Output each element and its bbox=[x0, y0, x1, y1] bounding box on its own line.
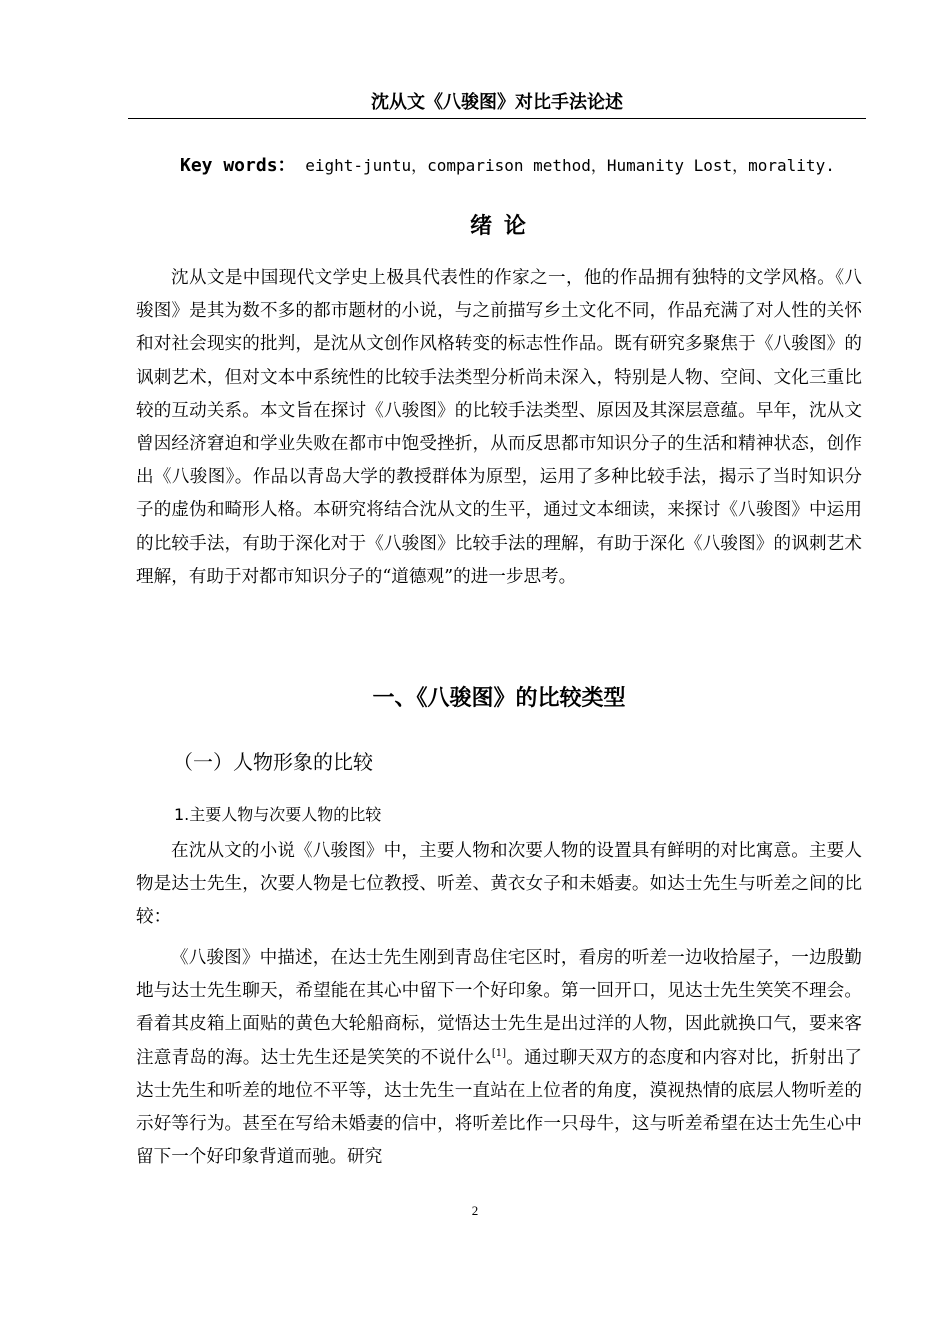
intro-heading: 绪 论 bbox=[470, 214, 528, 239]
keywords-text: eight-juntu，comparison method，Humanity Lost，morality. bbox=[305, 156, 835, 175]
keywords-label: Key words： bbox=[180, 155, 296, 176]
body-paragraph bbox=[136, 942, 862, 1174]
chapter-heading: 一、《八骏图》的比较类型 bbox=[372, 686, 626, 711]
body-paragraph: 在沈从文的小说《八骏图》中，主要人物和次要人物的设置具有鲜明的对比寓意。主要人物是达士先生，次要人物是七位教授、听差、黄衣女子和未婚妻。如达士先生与听差之间的比较： bbox=[136, 841, 862, 928]
section-heading: （一）人物形象的比较 bbox=[173, 750, 373, 774]
page-number: 2 bbox=[471, 1203, 479, 1218]
running-header: 沈从文《八骏图》对比手法论述 bbox=[128, 90, 866, 119]
subsection-heading: 1.主要人物与次要人物的比较 bbox=[174, 805, 382, 824]
paragraph-text: 《八骏图》中描述，在达士先生刚到青岛住宅区时，看房的听差一边收拾屋子，一边殷勤地与达士先生聊天，希望能在其心中留下一个好印象。第一回开口，见达士先生笑笑不理会。看着其皮箱上面贴的黄色大轮船商标，觉悟达士先生是出过洋的人物，因此就换口气，要来客注意青岛的海。达士先生还是笑笑的不说什么 bbox=[136, 948, 862, 1068]
paragraph-text: 。通过聊天双方的态度和内容对比，折射出了达士先生和听差的地位不平等，达士先生一直站在上位者的角度，漠视热情的底层人物听差的示好等行为。甚至在写给未婚妻的信中，将听差比作一只母牛，这与听差希望在达士先生心中留下一个好印象背道而驰。研究 bbox=[136, 1047, 862, 1168]
intro-paragraph: 沈从文是中国现代文学史上极具代表性的作家之一，他的作品拥有独特的文学风格。《八骏图》是其为数不多的都市题材的小说，与之前描写乡土文化不同，作品充满了对人性的关怀和对社会现实的批判，是沈从文创作风格转变的标志性作品。既有研究多聚焦于《八骏图》的讽刺艺术，但对文本中系统性的比较手法类型分析尚未深入，特别是人物、空间、文化三重比较的互动关系。本文旨在探讨《八骏图》的比较手法类型、原因及其深层意蕴。早年，沈从文曾因经济窘迫和学业失败在都市中饱受挫折，从而反思都市知识分子的生活和精神状态，创作出《八骏图》。作品以青岛大学的教授群体为原型，运用了多种比较手法，揭示了当时知识分子的虚伪和畸形人格。本研究将结合沈从文的生平，通过文本细读，来探讨《八骏图》中运用的比较手法，有助于深化对于《八骏图》比较手法的理解，有助于深化《八骏图》的讽刺艺术理解，有助于对都市知识分子的“道德观”的进一步思考。 bbox=[136, 268, 862, 587]
citation-marker: [1] bbox=[491, 1047, 507, 1059]
keywords-line bbox=[180, 152, 880, 180]
